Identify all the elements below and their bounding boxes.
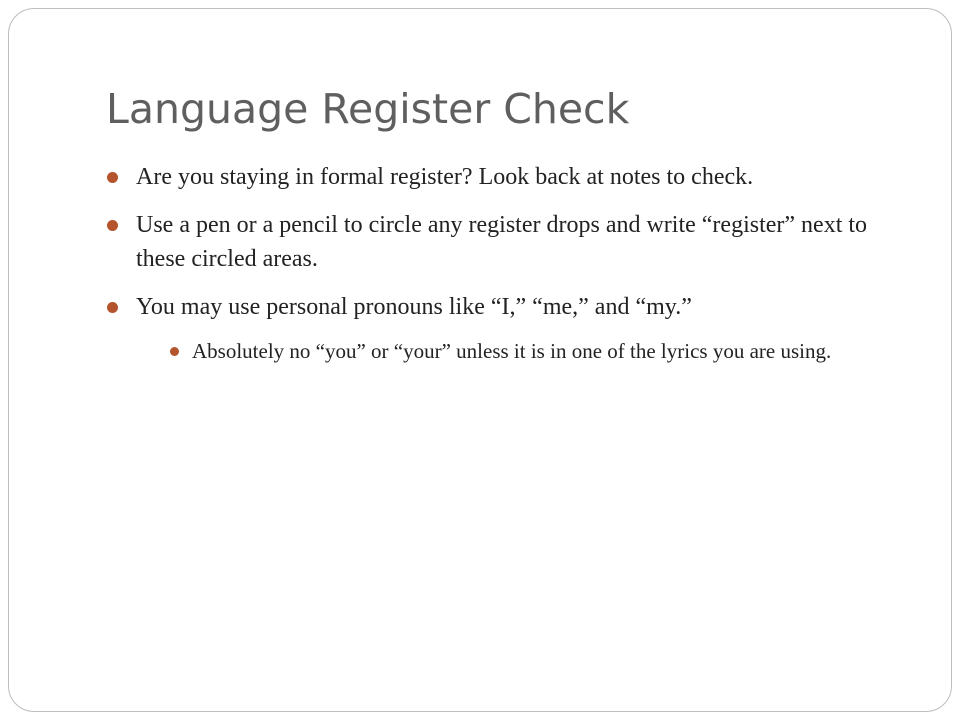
bullet-list bbox=[107, 160, 907, 380]
bullet-item bbox=[107, 290, 907, 366]
bullet-text: Use a pen or a pencil to circle any register drops and write “register” next to these circled areas. bbox=[136, 212, 868, 272]
bullet-item bbox=[107, 208, 907, 276]
bullet-text: Are you staying in formal register? Look back at notes to check. bbox=[136, 164, 754, 190]
sub-bullet-list bbox=[136, 336, 907, 366]
bullet-text: You may use personal pronouns like “I,” “me,” and “my.” bbox=[136, 294, 692, 320]
bullet-item bbox=[107, 160, 907, 194]
sub-bullet-text: Absolutely no “you” or “your” unless it is in one of the lyrics you are using. bbox=[192, 339, 832, 363]
bullet-dot-icon bbox=[107, 172, 118, 183]
sub-bullet-item bbox=[165, 336, 912, 366]
sub-bullet-dot-icon bbox=[170, 347, 179, 356]
bullet-dot-icon bbox=[107, 220, 118, 231]
slide-title: Language Register Check bbox=[106, 85, 630, 133]
bullet-dot-icon bbox=[107, 302, 118, 313]
